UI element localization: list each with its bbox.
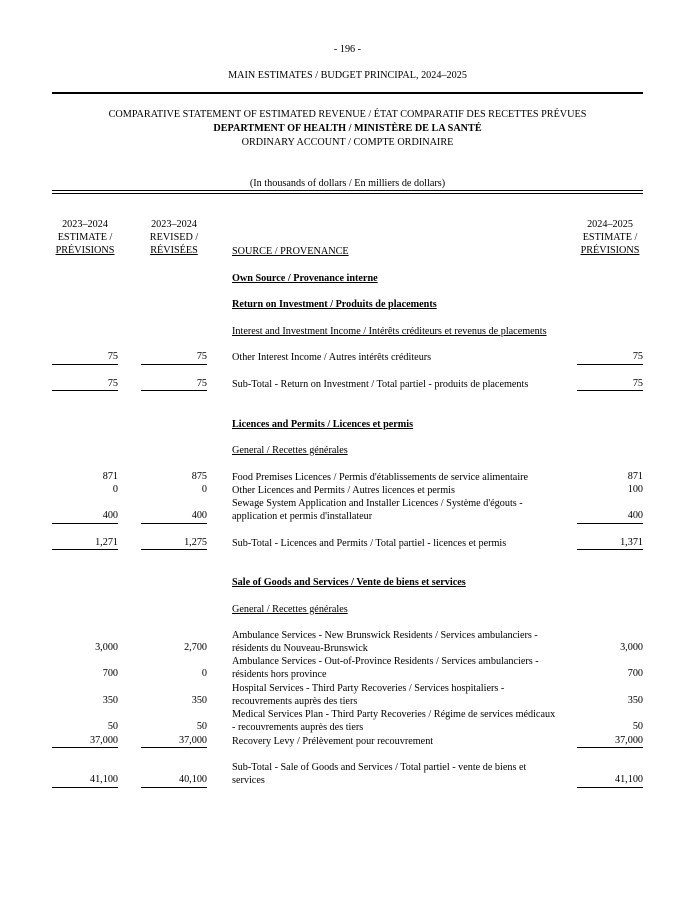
licences-heading: Licences and Permits / Licences et permis [232, 419, 414, 430]
subtotal-underline [577, 390, 643, 391]
col4-sub: PRÉVISIONS [580, 245, 640, 256]
row-underline [52, 523, 118, 524]
col3-label: SOURCE / PROVENANCE [232, 246, 349, 257]
subtotal-underline [141, 549, 207, 550]
col1-sub: PRÉVISIONS [55, 245, 115, 256]
col2-label: REVISED / [149, 232, 199, 243]
col4-year: 2024–2025 [587, 219, 633, 230]
department-title: DEPARTMENT OF HEALTH / MINISTÈRE DE LA SANTÉ [213, 123, 482, 134]
goods-heading: Sale of Goods and Services / Vente de biens et services [232, 577, 466, 588]
subtotal-underline [52, 549, 118, 550]
row-underline [52, 364, 118, 365]
row-underline [577, 364, 643, 365]
subtotal-underline [141, 390, 207, 391]
row-underline [141, 364, 207, 365]
row-underline [141, 747, 207, 748]
subtotal-underline [577, 549, 643, 550]
col4-label: ESTIMATE / [582, 232, 638, 243]
row-underline [141, 523, 207, 524]
row-underline [52, 747, 118, 748]
double-rule-top [52, 190, 643, 191]
subtotal-underline [577, 787, 643, 788]
licences-subheading: General / Recettes générales [232, 445, 348, 456]
row-underline [577, 523, 643, 524]
own-source-heading: Own Source / Provenance interne [232, 273, 378, 284]
subtotal-underline [141, 787, 207, 788]
col2-sub: RÉVISÉES [150, 245, 198, 256]
double-rule-bottom [52, 193, 643, 194]
col2-year: 2023–2024 [151, 219, 197, 230]
roi-heading: Return on Investment / Produits de placements [232, 299, 437, 310]
subtotal-underline [52, 390, 118, 391]
account-title: ORDINARY ACCOUNT / COMPTE ORDINAIRE [241, 137, 454, 148]
roi-subheading: Interest and Investment Income / Intérêts créditeurs et revenus de placements [232, 326, 547, 337]
running-header: MAIN ESTIMATES / BUDGET PRINCIPAL, 2024–2025 [228, 70, 467, 81]
subtotal-underline [52, 787, 118, 788]
row-underline [577, 747, 643, 748]
header-rule [52, 92, 643, 94]
units-note: (In thousands of dollars / En milliers de dollars) [249, 178, 446, 189]
page-number: - 196 - [333, 44, 362, 55]
statement-title: COMPARATIVE STATEMENT OF ESTIMATED REVENUE / ÉTAT COMPARATIF DES RECETTES PRÉVUES [108, 109, 587, 120]
col1-year: 2023–2024 [62, 219, 108, 230]
col1-label: ESTIMATE / [57, 232, 113, 243]
goods-subheading: General / Recettes générales [232, 604, 348, 615]
